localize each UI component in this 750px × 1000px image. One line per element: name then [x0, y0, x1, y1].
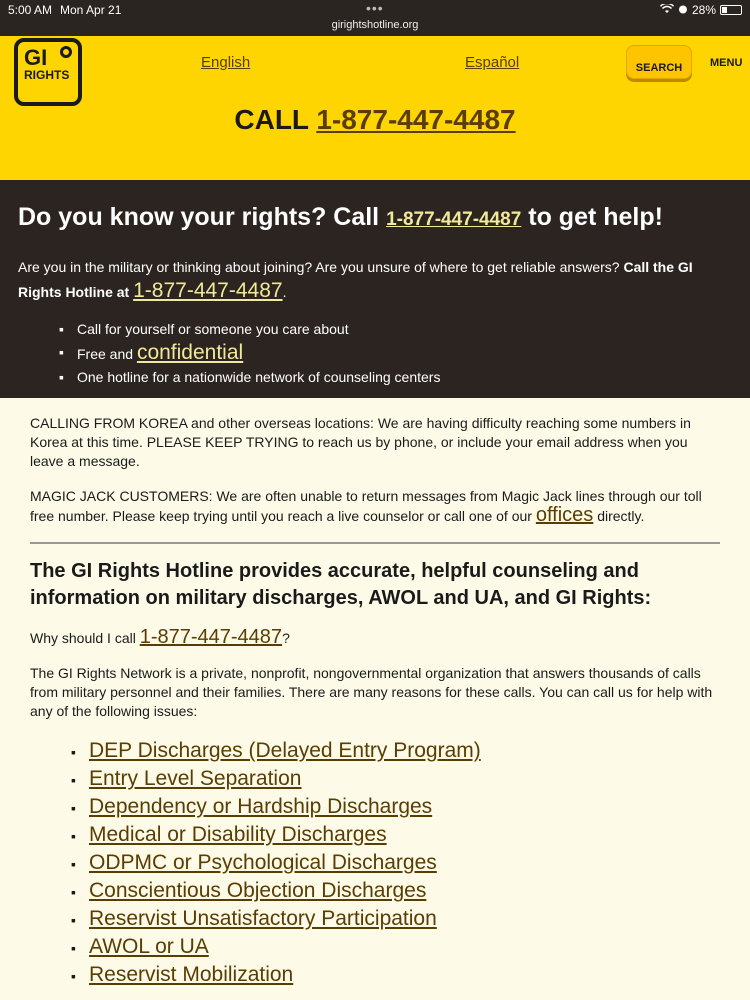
list-item — [89, 737, 720, 765]
confidential-link[interactable]: confidential — [136, 341, 244, 364]
why-call-text: Why should I call — [30, 630, 136, 646]
logo-text-gi: GI — [24, 45, 48, 70]
issue-link-awol[interactable]: AWOL or UA — [89, 935, 209, 958]
hero-intro-end: . — [282, 284, 287, 300]
hero-intro-text: Are you in the military or thinking about joining? Are you unsure of where to get reliable answers? — [18, 259, 620, 275]
hero-phone-link[interactable]: 1-877-447-4487 — [386, 209, 522, 230]
hero-title-pre: Do you know your rights? Call — [18, 203, 380, 231]
hero-title-post: to get help! — [528, 203, 663, 231]
status-date: Mon Apr 21 — [60, 3, 122, 17]
korea-notice: CALLING FROM KOREA and other overseas locations: We are having difficulty reaching some numbers in Korea at this time. PLEASE KEEP TRYING to reach us by phone, or include your email address when you leave a message. — [30, 415, 691, 469]
header-phone-link[interactable]: 1-877-447-4487 — [316, 104, 516, 135]
battery-icon — [720, 5, 742, 15]
issue-link-reservist-unsat[interactable]: Reservist Unsatisfactory Participation — [89, 907, 437, 930]
issue-link-dep[interactable]: DEP Discharges (Delayed Entry Program) — [89, 739, 481, 762]
hero-bullet: ▪ Call for yourself or someone you care about — [77, 318, 732, 341]
list-item — [89, 793, 720, 821]
list-item — [89, 961, 720, 989]
alarm-icon — [678, 3, 688, 17]
list-item — [89, 849, 720, 877]
main-content — [0, 398, 750, 989]
list-item — [89, 905, 720, 933]
hero-intro-bold: Call the GI Rights Hotline at — [18, 259, 693, 300]
status-bar — [0, 0, 750, 36]
list-item — [89, 933, 720, 961]
status-right — [660, 3, 742, 17]
issue-link-odpmc[interactable]: ODPMC or Psychological Discharges — [89, 851, 437, 874]
hero-section — [0, 180, 750, 398]
magic-jack-notice — [30, 487, 720, 526]
call-prefix: CALL — [234, 104, 309, 135]
call-banner — [0, 104, 750, 136]
hero-bullets — [77, 318, 732, 389]
issue-link-medical[interactable]: Medical or Disability Discharges — [89, 823, 387, 846]
language-spanish-link[interactable]: Español — [465, 54, 520, 71]
logo-dot-icon — [60, 46, 72, 58]
address-bar-url[interactable]: girightshotline.org — [331, 19, 419, 31]
why-call — [30, 628, 720, 648]
search-button[interactable]: SEARCH — [626, 45, 692, 79]
site-header — [0, 36, 750, 180]
hero-bullet: ▪ One hotline for a nationwide network of counseling centers — [77, 366, 732, 389]
why-call-end: ? — [282, 630, 290, 646]
issue-link-mobilization[interactable]: Reservist Mobilization — [89, 963, 294, 986]
network-description: The GI Rights Network is a private, nonprofit, nongovernmental organization that answers thousands of calls from military personnel and their families. There are many reasons for these calls. You can call us for help with any of the following issues: — [30, 665, 713, 719]
offices-link[interactable]: offices — [535, 504, 594, 526]
hero-title — [18, 202, 732, 235]
list-item — [89, 821, 720, 849]
language-english-link[interactable]: English — [201, 54, 251, 71]
issue-link-co[interactable]: Conscientious Objection Discharges — [89, 879, 427, 902]
list-item — [89, 765, 720, 793]
magic-jack-text: MAGIC JACK CUSTOMERS: We are often unable to return messages from Magic Jack lines through our toll free number. Please keep trying until you reach a live counselor or call one of our — [30, 488, 702, 524]
hero-bullet — [77, 341, 732, 366]
logo-text-rights: RIGHTS — [24, 68, 70, 82]
section-divider — [30, 542, 720, 544]
issue-link-entry-level[interactable]: Entry Level Separation — [89, 767, 302, 790]
wifi-icon — [660, 3, 674, 17]
why-phone-link[interactable]: 1-877-447-4487 — [139, 626, 283, 648]
issue-link-hardship[interactable]: Dependency or Hardship Discharges — [89, 795, 433, 818]
services-heading: The GI Rights Hotline provides accurate, helpful counseling and information on military discharges, AWOL and UA, and GI Rights: — [30, 560, 652, 609]
status-time: 5:00 AM — [8, 3, 53, 17]
battery-percent: 28% — [691, 3, 716, 17]
gi-rights-logo[interactable] — [14, 38, 82, 106]
magic-jack-end: directly. — [597, 508, 645, 524]
hero-intro-phone-link[interactable]: 1-877-447-4487 — [133, 279, 283, 302]
issues-list — [89, 737, 720, 989]
hero-intro — [18, 255, 732, 304]
menu-button[interactable]: MENU — [710, 57, 743, 69]
multitask-dots-icon[interactable]: ••• — [366, 0, 384, 16]
list-item — [89, 877, 720, 905]
hero-bullet-text: Free and — [77, 346, 134, 362]
